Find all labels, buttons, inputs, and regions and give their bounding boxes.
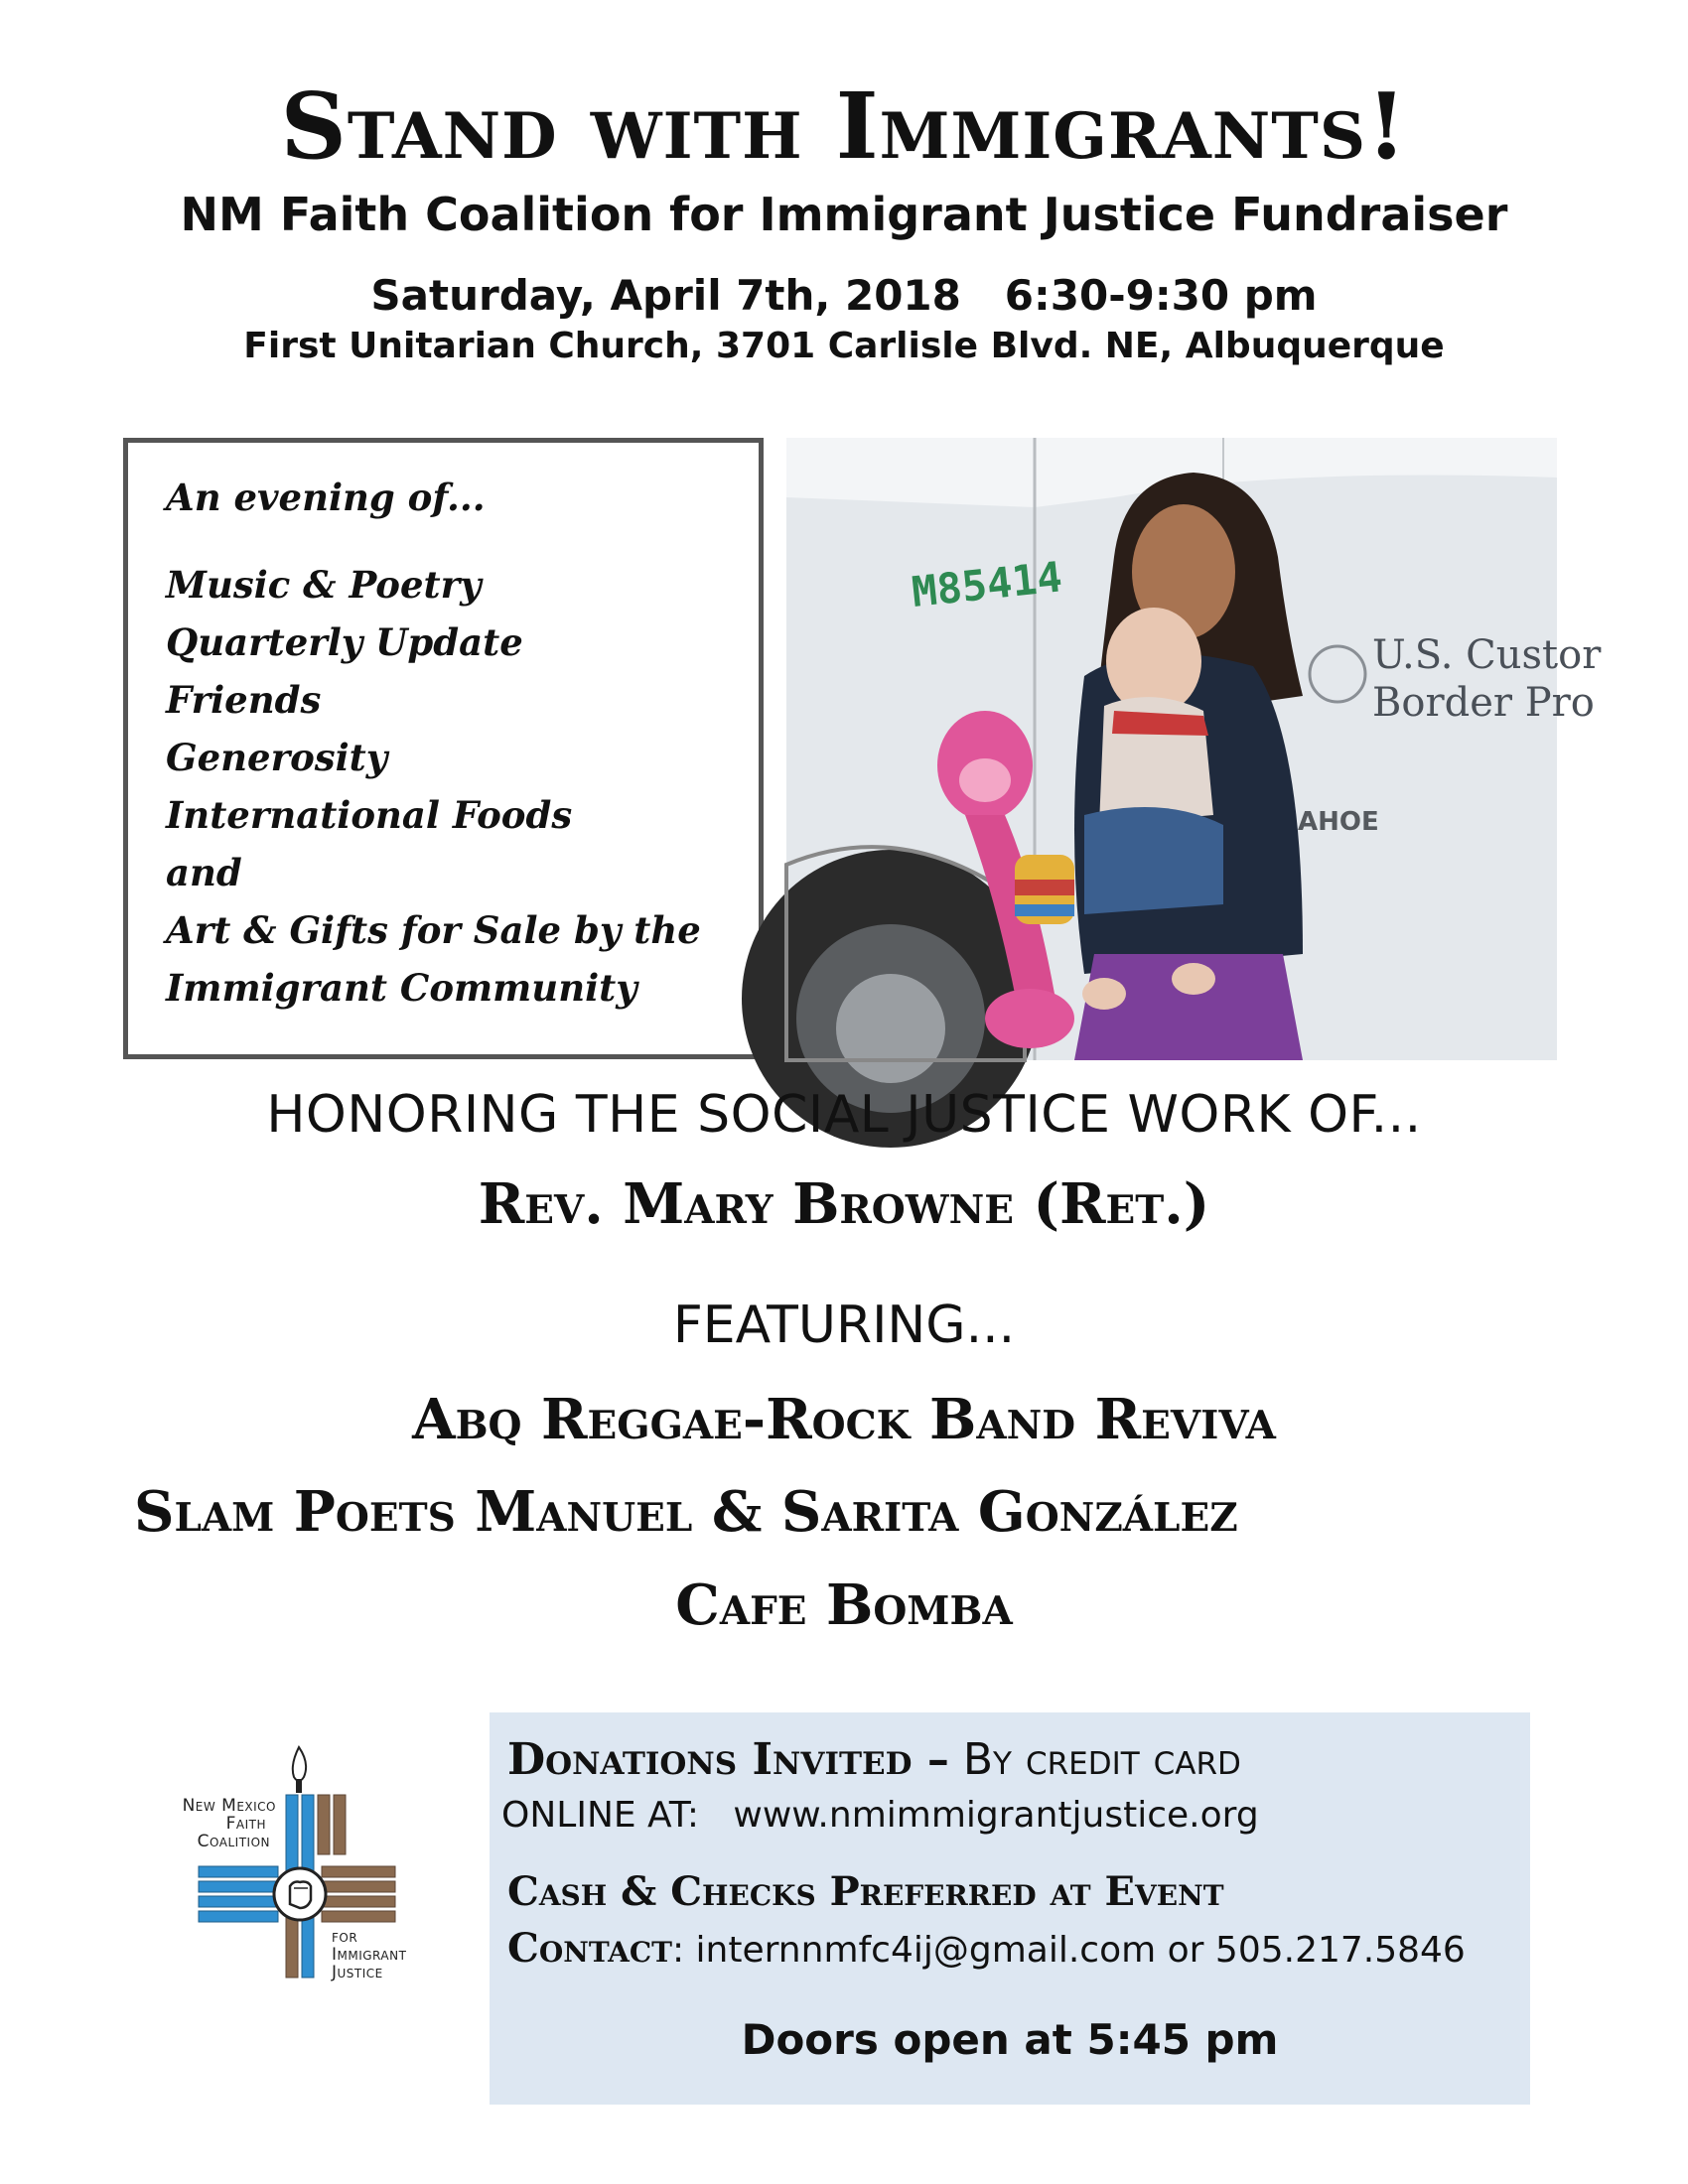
logo-text-line: Coalition (197, 1832, 270, 1851)
donations-box (490, 1712, 1530, 2105)
event-venue: First Unitarian Church, 3701 Carlisle Blvd. NE, Albuquerque (243, 326, 1445, 366)
event-photo (786, 438, 1602, 1060)
logo-text-line: for (332, 1927, 358, 1947)
evening-item: Immigrant Community (166, 966, 637, 1010)
evening-item: Friends (166, 678, 322, 722)
evening-intro: An evening of... (166, 476, 486, 519)
truck-text-2: Border Pro (1372, 680, 1595, 726)
cash-checks-note: Cash & Checks Preferred at Event (507, 1868, 1224, 1915)
evening-item: Art & Gifts for Sale by the (166, 908, 701, 952)
evening-item: Generosity (166, 736, 388, 779)
truck-text-3: AHOE (1298, 807, 1379, 837)
donations-by-card: By credit card (962, 1734, 1241, 1785)
featuring-heading: FEATURING... (672, 1296, 1016, 1355)
page-title: Stand with Immigrants! (280, 72, 1408, 180)
performer: Slam Poets Manuel & Sarita González (134, 1479, 1238, 1545)
performer: Cafe Bomba (675, 1572, 1013, 1638)
evening-item: Music & Poetry (166, 563, 482, 607)
evening-item: International Foods (166, 793, 573, 837)
evening-item: Quarterly Update (166, 620, 523, 664)
event-date-time: Saturday, April 7th, 2018 6:30-9:30 pm (370, 271, 1318, 320)
website-link[interactable]: www.nmimmigrantjustice.org (733, 1795, 1259, 1836)
donations-heading: Donations Invited – (507, 1734, 949, 1785)
online-label: ONLINE AT: (501, 1795, 700, 1836)
truck-number: M85414 (909, 552, 1064, 616)
evening-item: and (166, 851, 242, 894)
evening-program-box (123, 438, 764, 1059)
honoring-heading: HONORING THE SOCIAL JUSTICE WORK OF... (266, 1085, 1422, 1145)
honoree-name: Rev. Mary Browne (Ret.) (478, 1171, 1210, 1237)
zia-cross-icon (119, 1739, 477, 1987)
logo-text-line: Immigrant (332, 1945, 407, 1965)
contact-label: Contact (507, 1925, 672, 1972)
logo-text-line: New Mexico (182, 1796, 276, 1816)
event-subtitle: NM Faith Coalition for Immigrant Justice Fundraiser (180, 188, 1508, 241)
doors-open-note: Doors open at 5:45 pm (741, 2015, 1279, 2064)
performer: Abq Reggae-Rock Band Reviva (412, 1387, 1276, 1452)
contact-value: : internnmfc4ij@gmail.com or 505.217.5846 (671, 1930, 1466, 1971)
coalition-logo (119, 1739, 477, 1987)
logo-text-line: Justice (332, 1963, 383, 1982)
logo-text-line: Faith (225, 1814, 266, 1834)
truck-text-1: U.S. Custor (1372, 632, 1602, 678)
